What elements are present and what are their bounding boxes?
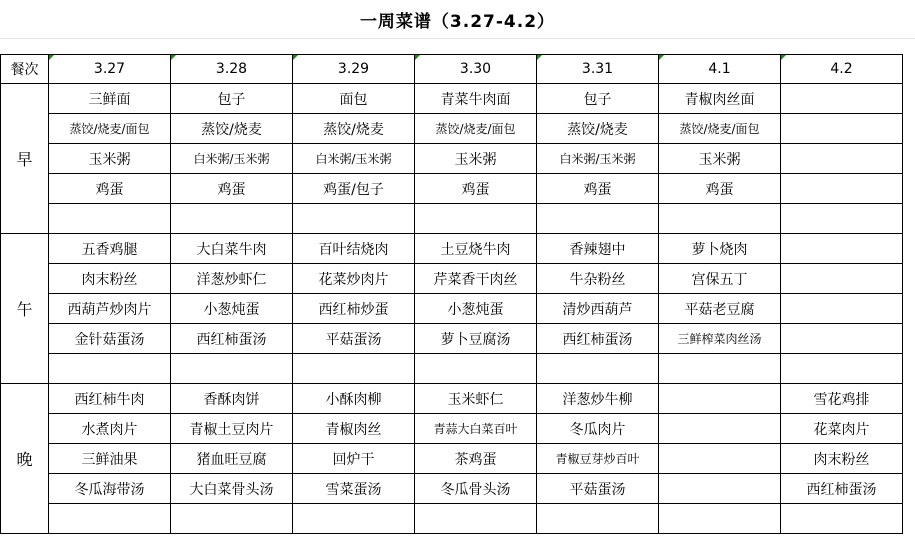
menu-cell[interactable] [781,264,903,294]
meal-label[interactable]: 早 [1,84,49,234]
menu-cell[interactable]: 平菇蛋汤 [293,324,415,354]
menu-cell[interactable] [659,444,781,474]
menu-cell[interactable]: 青椒肉丝 [293,414,415,444]
cell-marker [171,55,176,60]
menu-cell[interactable] [49,504,171,534]
menu-cell[interactable]: 萝卜豆腐汤 [415,324,537,354]
menu-cell[interactable]: 三鲜油果 [49,444,171,474]
menu-cell[interactable] [415,204,537,234]
menu-cell[interactable] [49,354,171,384]
header-date-cell[interactable] [415,55,537,84]
table-row [1,354,903,384]
table-row [1,414,903,444]
table-row [1,474,903,504]
gridline-gap [0,38,915,55]
menu-cell[interactable] [659,474,781,504]
header-date-cell[interactable] [659,55,781,84]
menu-cell[interactable] [537,504,659,534]
menu-cell[interactable]: 香辣翅中 [537,234,659,264]
menu-cell[interactable]: 香酥肉饼 [171,384,293,414]
table-row [1,264,903,294]
menu-cell[interactable] [781,174,903,204]
table-row [1,114,903,144]
cell-marker [537,55,542,60]
menu-cell[interactable]: 萝卜烧肉 [659,234,781,264]
menu-cell[interactable] [293,204,415,234]
menu-cell[interactable]: 西红柿牛肉 [49,384,171,414]
menu-cell[interactable]: 金针菇蛋汤 [49,324,171,354]
menu-cell[interactable]: 肉末粉丝 [781,444,903,474]
menu-cell[interactable]: 清炒西葫芦 [537,294,659,324]
table-row [1,324,903,354]
header-row [1,55,903,84]
header-date: 3.31 [581,61,614,77]
menu-cell[interactable] [293,504,415,534]
menu-cell[interactable]: 西红柿蛋汤 [781,474,903,504]
menu-cell[interactable]: 包子 [171,84,293,114]
menu-cell[interactable] [781,204,903,234]
menu-cell[interactable]: 花菜炒肉片 [293,264,415,294]
menu-cell[interactable]: 五香鸡腿 [49,234,171,264]
menu-cell[interactable] [781,324,903,354]
table-row [1,174,903,204]
menu-cell[interactable]: 西葫芦炒肉片 [49,294,171,324]
menu-cell[interactable] [781,144,903,174]
menu-cell[interactable]: 青蒜大白菜百叶 [415,414,537,444]
menu-table [0,54,903,534]
header-date-cell[interactable] [49,55,171,84]
header-date: 3.28 [215,61,248,77]
menu-cell[interactable] [171,354,293,384]
menu-cell[interactable] [781,84,903,114]
menu-cell[interactable] [415,504,537,534]
menu-cell[interactable]: 洋葱炒虾仁 [171,264,293,294]
menu-cell[interactable]: 鸡蛋/包子 [293,174,415,204]
menu-cell[interactable] [781,234,903,264]
table-row [1,504,903,534]
menu-cell[interactable] [415,354,537,384]
table-row [1,204,903,234]
menu-cell[interactable]: 鸡蛋 [49,174,171,204]
menu-cell[interactable]: 三鲜面 [49,84,171,114]
menu-cell[interactable]: 百叶结烧肉 [293,234,415,264]
menu-cell[interactable]: 鸡蛋 [537,174,659,204]
menu-cell[interactable] [659,204,781,234]
menu-cell[interactable]: 冬瓜骨头汤 [415,474,537,504]
table-row [1,234,903,264]
meal-label[interactable]: 晚 [1,384,49,534]
menu-cell[interactable] [659,414,781,444]
menu-cell[interactable]: 蒸饺/烧麦 [171,114,293,144]
menu-cell[interactable] [537,354,659,384]
header-date: 3.29 [337,61,370,77]
menu-cell[interactable]: 小葱炖蛋 [415,294,537,324]
table-row [1,84,903,114]
header-date: 3.27 [93,61,126,77]
menu-cell[interactable] [537,204,659,234]
page-title: 一周菜谱（3.27-4.2） [359,11,556,32]
menu-cell[interactable]: 玉米粥 [659,144,781,174]
menu-cell[interactable]: 青椒豆芽炒百叶 [537,444,659,474]
menu-cell[interactable]: 雪菜蛋汤 [293,474,415,504]
menu-cell[interactable]: 蒸饺/烧麦 [537,114,659,144]
menu-cell[interactable]: 三鲜榨菜肉丝汤 [659,324,781,354]
table-row [1,294,903,324]
cell-marker [781,55,786,60]
header-date-cell[interactable] [171,55,293,84]
header-date-cell[interactable] [537,55,659,84]
menu-cell[interactable]: 花菜肉片 [781,414,903,444]
menu-cell[interactable] [659,504,781,534]
menu-cell[interactable]: 鸡蛋 [415,174,537,204]
header-corner[interactable]: 餐次 [1,55,49,84]
header-date: 4.1 [708,61,731,77]
menu-cell[interactable] [659,384,781,414]
menu-cell[interactable]: 大白菜骨头汤 [171,474,293,504]
menu-cell[interactable]: 包子 [537,84,659,114]
menu-cell[interactable] [293,354,415,384]
menu-cell[interactable]: 鸡蛋 [171,174,293,204]
menu-cell[interactable]: 水煮肉片 [49,414,171,444]
menu-cell[interactable]: 冬瓜肉片 [537,414,659,444]
menu-cell[interactable]: 白米粥/玉米粥 [293,144,415,174]
menu-cell[interactable]: 白米粥/玉米粥 [171,144,293,174]
menu-cell[interactable]: 白米粥/玉米粥 [537,144,659,174]
menu-cell[interactable]: 宫保五丁 [659,264,781,294]
header-date-cell[interactable] [293,55,415,84]
menu-cell[interactable] [171,504,293,534]
menu-cell[interactable]: 雪花鸡排 [781,384,903,414]
menu-cell[interactable] [781,354,903,384]
menu-cell[interactable]: 面包 [293,84,415,114]
menu-cell[interactable]: 西红柿蛋汤 [171,324,293,354]
cell-marker [49,55,54,60]
menu-cell[interactable]: 猪血旺豆腐 [171,444,293,474]
menu-cell[interactable]: 鸡蛋 [659,174,781,204]
menu-cell[interactable]: 玉米虾仁 [415,384,537,414]
menu-cell[interactable]: 蒸饺/烧麦 [293,114,415,144]
menu-cell[interactable] [171,204,293,234]
menu-cell[interactable]: 茶鸡蛋 [415,444,537,474]
menu-cell[interactable]: 西红柿蛋汤 [537,324,659,354]
table-row [1,444,903,474]
menu-cell[interactable]: 大白菜牛肉 [171,234,293,264]
menu-cell[interactable]: 洋葱炒牛柳 [537,384,659,414]
menu-cell[interactable]: 蒸饺/烧麦/面包 [415,114,537,144]
menu-cell[interactable]: 土豆烧牛肉 [415,234,537,264]
cell-marker [293,55,298,60]
menu-cell[interactable] [781,114,903,144]
menu-cell[interactable] [781,504,903,534]
menu-cell[interactable]: 青椒肉丝面 [659,84,781,114]
header-date-cell[interactable] [781,55,903,84]
meal-label[interactable]: 午 [1,234,49,384]
menu-cell[interactable]: 回炉干 [293,444,415,474]
cell-marker [415,55,420,60]
menu-cell[interactable]: 冬瓜海带汤 [49,474,171,504]
menu-cell[interactable] [781,294,903,324]
menu-cell[interactable]: 西红柿炒蛋 [293,294,415,324]
table-row [1,144,903,174]
menu-cell[interactable]: 肉末粉丝 [49,264,171,294]
menu-cell[interactable]: 玉米粥 [415,144,537,174]
menu-cell[interactable]: 小酥肉柳 [293,384,415,414]
header-date: 4.2 [830,61,853,77]
header-date: 3.30 [459,61,492,77]
menu-cell[interactable]: 小葱炖蛋 [171,294,293,324]
menu-cell[interactable]: 青菜牛肉面 [415,84,537,114]
menu-cell[interactable]: 平菇蛋汤 [537,474,659,504]
menu-cell[interactable]: 牛杂粉丝 [537,264,659,294]
menu-cell[interactable]: 平菇老豆腐 [659,294,781,324]
table-row [1,384,903,414]
menu-cell[interactable] [659,354,781,384]
menu-cell[interactable]: 蒸饺/烧麦/面包 [49,114,171,144]
menu-cell[interactable]: 蒸饺/烧麦/面包 [659,114,781,144]
menu-cell[interactable] [49,204,171,234]
menu-cell[interactable]: 青椒土豆肉片 [171,414,293,444]
menu-cell[interactable]: 芹菜香干肉丝 [415,264,537,294]
menu-cell[interactable]: 玉米粥 [49,144,171,174]
cell-marker [659,55,664,60]
